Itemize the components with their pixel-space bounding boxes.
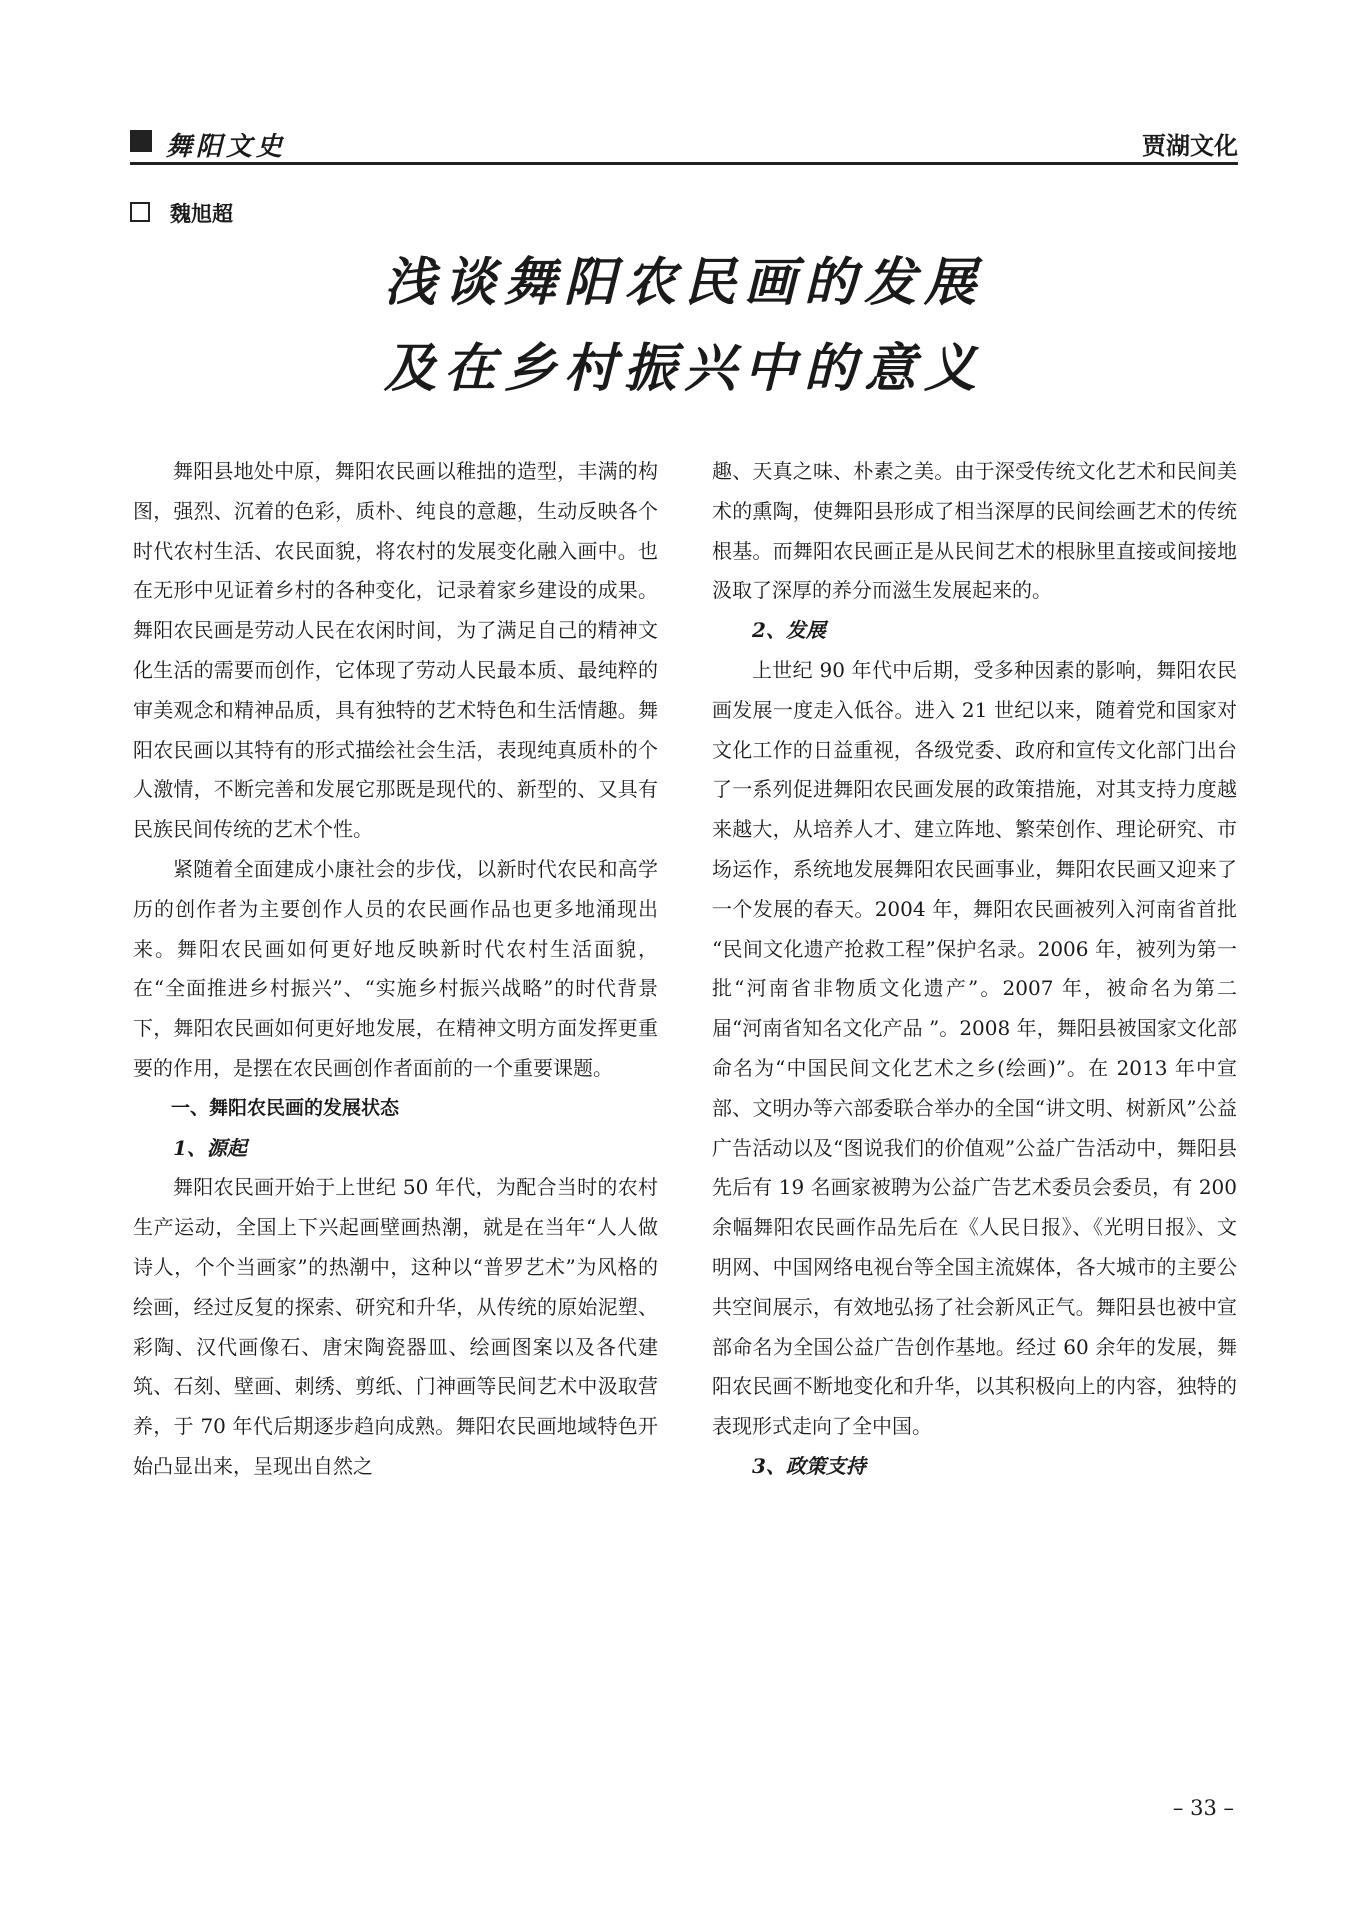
- subsection-heading: 3、政策支持: [752, 1453, 866, 1478]
- subsection-heading: 1、源起: [173, 1135, 247, 1160]
- title-line-1: 浅谈舞阳农民画的发展: [383, 252, 984, 313]
- paragraph: 舞阳农民画开始于上世纪 50 年代，为配合当时的农村生产运动，全国上下兴起画壁画热潮，就是在当年“人人做诗人，个个当画家”的热潮中，这种以“普罗艺术”为风格的绘画，经过反复的探索、研究和升华，从传统的原始泥塑、彩陶、汉代画像石、唐宋陶瓷器皿、绘画图案以及各代建筑、石刻、壁画、刺绣、剪纸、门神画等民间艺术中汲取营养，于 70 年代后期逐步趋向成熟。舞阳农民画地域特色开始凸显出来，呈现出自然之: [133, 1175, 658, 1478]
- header-square-icon: [130, 130, 152, 152]
- paragraph: 上世纪 90 年代中后期，受多种因素的影响，舞阳农民画发展一度走入低谷。进入 21 世纪以来，随着党和国家对文化工作的日益重视，各级党委、政府和宣传文化部门出台了一系列促进舞阳农民画发展的政策措施，对其支持力度越来越大，从培养人才、建立阵地、繁荣创作、理论研究、市场运作，系统地发展舞阳农民画事业，舞阳农民画又迎来了一个发展的春天。2004 年，舞阳农民画被列入河南省首批 “民间文化遗产抢救工程”保护名录。2006 年，被列为第一批“河南省非物质文化遗产”。2007 年，被命名为第二届“河南省知名文化产品 ”。2008 年，舞阳县被国家文化部命名为“中国民间文化艺术之乡(绘画)”。在 2013 年中宣部、文明办等六部委联合举办的全国“讲文明、树新风”公益广告活动以及“图说我们的价值观”公益广告活动中，舞阳县先后有 19 名画家被聘为公益广告艺术委员会委员，有 200 余幅舞阳农民画作品先后在《人民日报》、《光明日报》、文明网、中国网络电视台等全国主流媒体，各大城市的主要公共空间展示，有效地弘扬了社会新风正气。舞阳县也被中宣部命名为全国公益广告创作基地。经过 60 余年的发展，舞阳农民画不断地变化和升华，以其积极向上的内容，独特的表现形式走向了全中国。: [712, 657, 1237, 1439]
- page-header: [130, 128, 1238, 162]
- section-name: 贾湖文化: [1142, 132, 1238, 160]
- right-column: [712, 452, 1237, 1487]
- article-title: [130, 240, 1238, 412]
- header-rule: [130, 162, 1238, 165]
- page-number: – 33 –: [1172, 1796, 1234, 1820]
- left-column: [133, 452, 658, 1487]
- paragraph-continued: 趣、天真之味、朴素之美。由于深受传统文化艺术和民间美术的熏陶，使舞阳县形成了相当深厚的民间绘画艺术的传统根基。而舞阳农民画正是从民间艺术的根脉里直接或间接地汲取了深厚的养分而滋生发展起来的。: [712, 459, 1237, 603]
- title-line-2: 及在乡村振兴中的意义: [383, 338, 984, 399]
- paragraph: 紧随着全面建成小康社会的步伐，以新时代农民和高学历的创作者为主要创作人员的农民画作品也更多地涌现出来。舞阳农民画如何更好地反映新时代农村生活面貌，在“全面推进乡村振兴”、“实施乡村振兴战略”的时代背景下，舞阳农民画如何更好地发展，在精神文明方面发挥更重要的作用，是摆在农民画创作者面前的一个重要课题。: [133, 856, 658, 1080]
- section-heading: 一、舞阳农民画的发展状态: [171, 1096, 400, 1119]
- subsection-heading: 2、发展: [752, 618, 826, 643]
- author-name: 魏旭超: [170, 202, 233, 226]
- author-box-icon: [130, 202, 150, 222]
- journal-name: 舞阳文史: [166, 132, 287, 162]
- paragraph: 舞阳县地处中原，舞阳农民画以稚拙的造型，丰满的构图，强烈、沉着的色彩，质朴、纯良的意趣，生动反映各个时代农村生活、农民面貌，将农村的发展变化融入画中。也在无形中见证着乡村的各种变化，记录着家乡建设的成果。舞阳农民画是劳动人民在农闲时间，为了满足自己的精神文化生活的需要而创作，它体现了劳动人民最本质、最纯粹的审美观念和精神品质，具有独特的艺术特色和生活情趣。舞阳农民画以其特有的形式描绘社会生活，表现纯真质朴的个人激情，不断完善和发展它那既是现代的、新型的、又具有民族民间传统的艺术个性。: [133, 459, 658, 842]
